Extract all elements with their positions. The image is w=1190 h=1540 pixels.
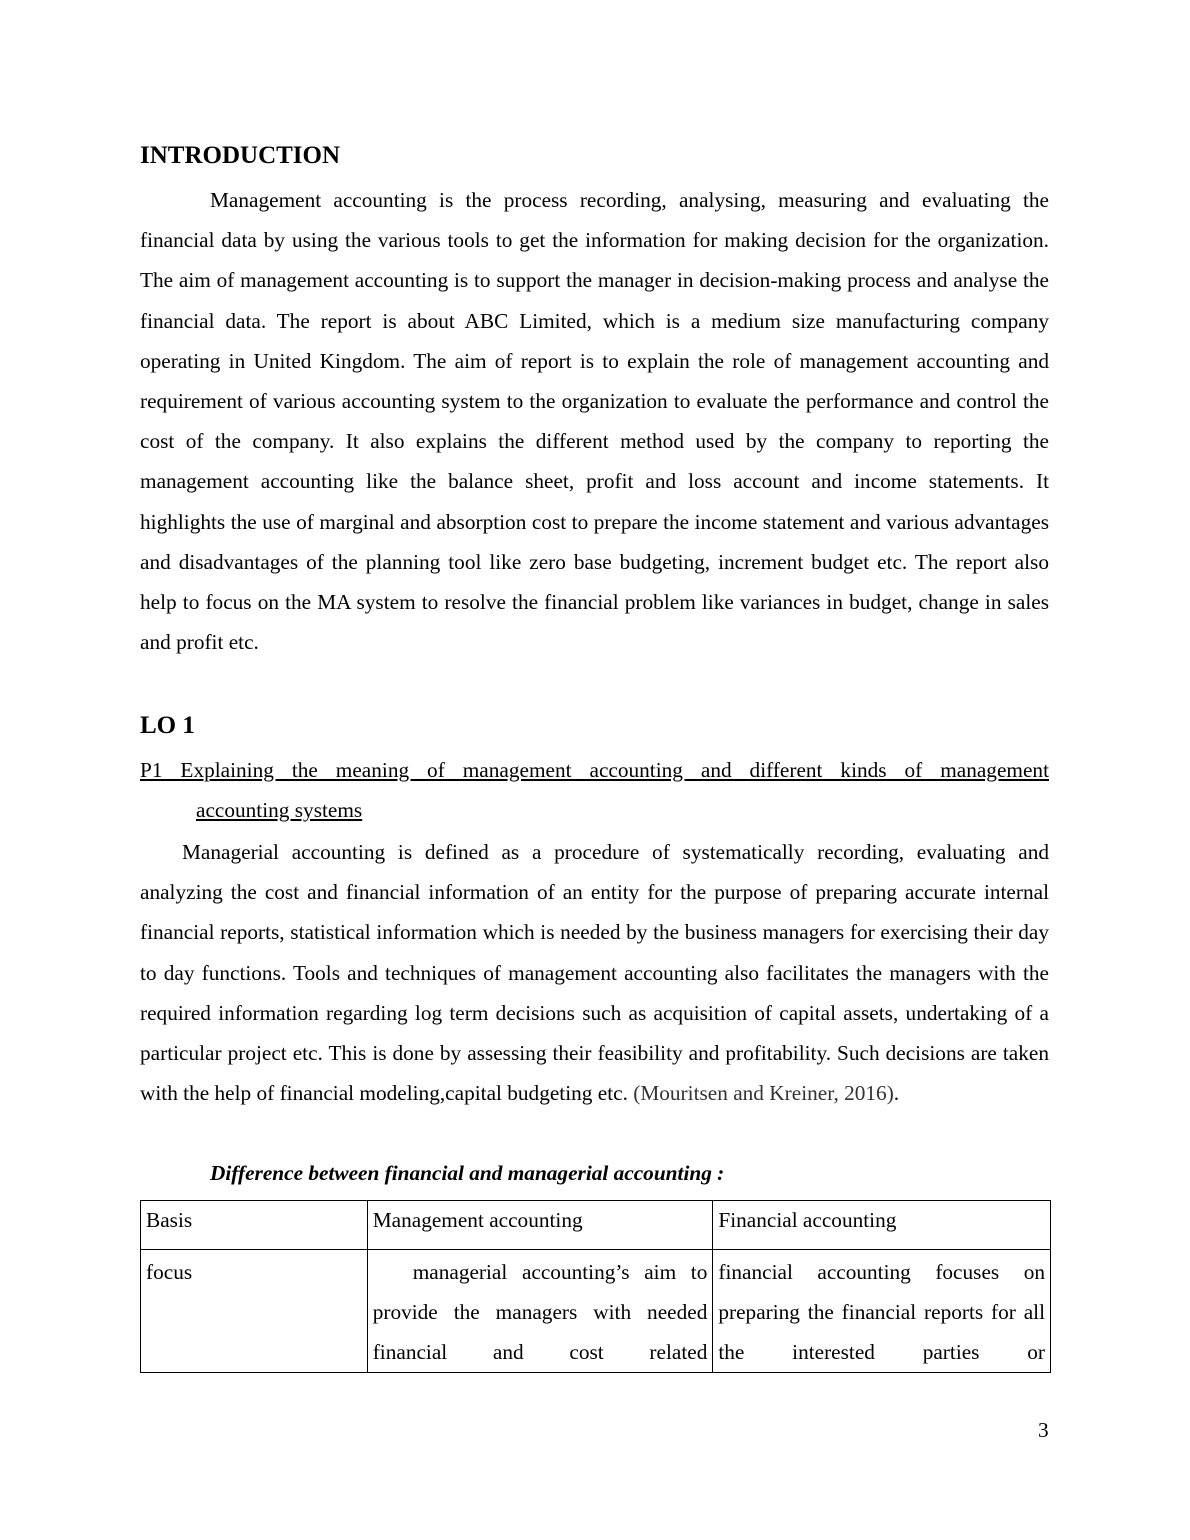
citation: (Mouritsen and Kreiner, 2016) <box>633 1081 894 1106</box>
header-financial-accounting: Financial accounting <box>713 1201 1051 1250</box>
header-management-accounting: Management accounting <box>367 1201 713 1250</box>
difference-table <box>140 1200 1051 1373</box>
cell-management: managerial accounting’s aim to provide the managers with needed financial and cost related <box>367 1250 713 1373</box>
header-basis: Basis <box>141 1201 368 1250</box>
lo1-heading: LO 1 <box>140 712 195 739</box>
table-row <box>141 1250 1051 1373</box>
citation-end: . <box>893 1081 900 1106</box>
cell-basis: focus <box>141 1250 368 1373</box>
p1-subheading-line2: accounting systems <box>196 798 363 823</box>
introduction-paragraph: Management accounting is the process recording, analysing, measuring and evaluating the financial data by using the various tools to get the information for making decision for the organization. The aim of management accounting is to support the manager in decision-making process and analyse the financial data. The report is about ABC Limited, which is a medium size manufacturing company operating in United Kingdom. The aim of report is to explain the role of management accounting and requirement of various accounting system to the organization to evaluate the performance and control the cost of the company. It also explains the different method used by the company to reporting the management accounting like the balance sheet, profit and loss account and income statements. It highlights the use of marginal and absorption cost to prepare the income statement and various advantages and disadvantages of the planning tool like zero base budgeting, increment budget etc. The report also help to focus on the MA system to resolve the financial problem like variances in budget, change in sales and profit etc. <box>140 188 1049 655</box>
p1-subheading <box>140 750 1049 830</box>
table-caption: Difference between financial and managerial accounting : <box>210 1161 725 1185</box>
page-number: 3 <box>1038 1418 1049 1442</box>
table-header-row <box>141 1201 1051 1250</box>
lo1-paragraph <box>140 832 1049 1113</box>
p1-subheading-line1: P1 Explaining the meaning of management accounting and different kinds of management <box>140 758 1049 782</box>
introduction-heading: INTRODUCTION <box>140 142 341 169</box>
lo1-paragraph-text: Managerial accounting is defined as a procedure of systematically recording, evaluating and analyzing the cost and financial information of an entity for the purpose of preparing accurate internal financial reports, statistical information which is needed by the business managers for exercising their day to day functions. Tools and techniques of management accounting also facilitates the managers with the required information regarding log term decisions such as acquisition of capital assets, undertaking of a particular project etc. This is done by assessing their feasibility and profitability. Such decisions are taken with the help of financial modeling,capital budgeting etc. <box>140 840 1049 1106</box>
cell-financial: financial accounting focuses on preparing the financial reports for all the interested parties or <box>713 1250 1051 1373</box>
